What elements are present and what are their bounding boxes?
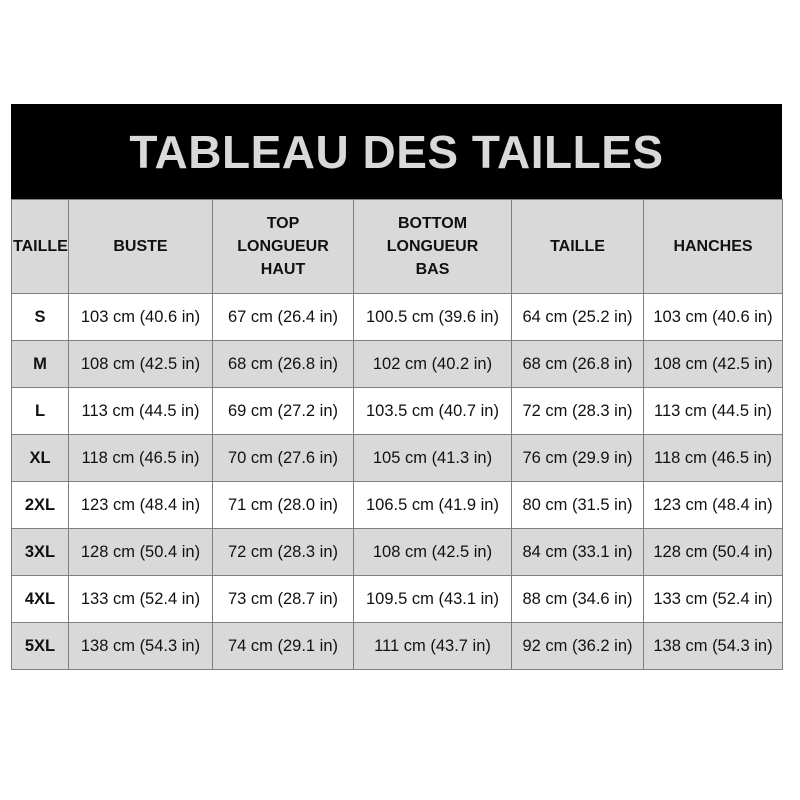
size-cell: 4XL bbox=[12, 576, 69, 623]
table-row bbox=[12, 388, 783, 435]
size-cell: M bbox=[12, 341, 69, 388]
waist-cell: 64 cm (25.2 in) bbox=[512, 294, 644, 341]
bottom-length-cell: 105 cm (41.3 in) bbox=[354, 435, 512, 482]
table-row bbox=[12, 294, 783, 341]
bust-cell: 138 cm (54.3 in) bbox=[69, 623, 213, 670]
table-row bbox=[12, 482, 783, 529]
table-row bbox=[12, 529, 783, 576]
header-hips: HANCHES bbox=[644, 200, 783, 294]
waist-cell: 80 cm (31.5 in) bbox=[512, 482, 644, 529]
bottom-length-cell: 102 cm (40.2 in) bbox=[354, 341, 512, 388]
top-length-cell: 72 cm (28.3 in) bbox=[213, 529, 354, 576]
bust-cell: 113 cm (44.5 in) bbox=[69, 388, 213, 435]
size-cell: 2XL bbox=[12, 482, 69, 529]
size-table bbox=[11, 199, 783, 670]
size-cell: 3XL bbox=[12, 529, 69, 576]
waist-cell: 72 cm (28.3 in) bbox=[512, 388, 644, 435]
waist-cell: 88 cm (34.6 in) bbox=[512, 576, 644, 623]
hips-cell: 103 cm (40.6 in) bbox=[644, 294, 783, 341]
waist-cell: 84 cm (33.1 in) bbox=[512, 529, 644, 576]
bottom-length-cell: 111 cm (43.7 in) bbox=[354, 623, 512, 670]
bust-cell: 123 cm (48.4 in) bbox=[69, 482, 213, 529]
table-row bbox=[12, 435, 783, 482]
bust-cell: 133 cm (52.4 in) bbox=[69, 576, 213, 623]
size-cell: L bbox=[12, 388, 69, 435]
hips-cell: 133 cm (52.4 in) bbox=[644, 576, 783, 623]
hips-cell: 108 cm (42.5 in) bbox=[644, 341, 783, 388]
hips-cell: 113 cm (44.5 in) bbox=[644, 388, 783, 435]
bust-cell: 128 cm (50.4 in) bbox=[69, 529, 213, 576]
chart-title: TABLEAU DES TAILLES bbox=[11, 104, 782, 199]
size-cell: 5XL bbox=[12, 623, 69, 670]
size-cell: S bbox=[12, 294, 69, 341]
bottom-length-cell: 108 cm (42.5 in) bbox=[354, 529, 512, 576]
hips-cell: 118 cm (46.5 in) bbox=[644, 435, 783, 482]
table-row bbox=[12, 623, 783, 670]
waist-cell: 68 cm (26.8 in) bbox=[512, 341, 644, 388]
table-row bbox=[12, 576, 783, 623]
header-bust: BUSTE bbox=[69, 200, 213, 294]
top-length-cell: 73 cm (28.7 in) bbox=[213, 576, 354, 623]
bust-cell: 108 cm (42.5 in) bbox=[69, 341, 213, 388]
bottom-length-cell: 106.5 cm (41.9 in) bbox=[354, 482, 512, 529]
header-top-length: TOP LONGUEUR HAUT bbox=[213, 200, 354, 294]
hips-cell: 138 cm (54.3 in) bbox=[644, 623, 783, 670]
waist-cell: 76 cm (29.9 in) bbox=[512, 435, 644, 482]
top-length-cell: 71 cm (28.0 in) bbox=[213, 482, 354, 529]
hips-cell: 123 cm (48.4 in) bbox=[644, 482, 783, 529]
table-row bbox=[12, 341, 783, 388]
bust-cell: 118 cm (46.5 in) bbox=[69, 435, 213, 482]
bottom-length-cell: 103.5 cm (40.7 in) bbox=[354, 388, 512, 435]
top-length-cell: 70 cm (27.6 in) bbox=[213, 435, 354, 482]
top-length-cell: 68 cm (26.8 in) bbox=[213, 341, 354, 388]
top-length-cell: 69 cm (27.2 in) bbox=[213, 388, 354, 435]
top-length-cell: 67 cm (26.4 in) bbox=[213, 294, 354, 341]
bust-cell: 103 cm (40.6 in) bbox=[69, 294, 213, 341]
header-waist: TAILLE bbox=[512, 200, 644, 294]
header-row bbox=[12, 200, 783, 294]
header-bottom-length: BOTTOM LONGUEUR BAS bbox=[354, 200, 512, 294]
size-cell: XL bbox=[12, 435, 69, 482]
size-chart bbox=[11, 104, 782, 670]
hips-cell: 128 cm (50.4 in) bbox=[644, 529, 783, 576]
bottom-length-cell: 100.5 cm (39.6 in) bbox=[354, 294, 512, 341]
bottom-length-cell: 109.5 cm (43.1 in) bbox=[354, 576, 512, 623]
waist-cell: 92 cm (36.2 in) bbox=[512, 623, 644, 670]
top-length-cell: 74 cm (29.1 in) bbox=[213, 623, 354, 670]
header-size: TAILLE bbox=[12, 200, 69, 294]
